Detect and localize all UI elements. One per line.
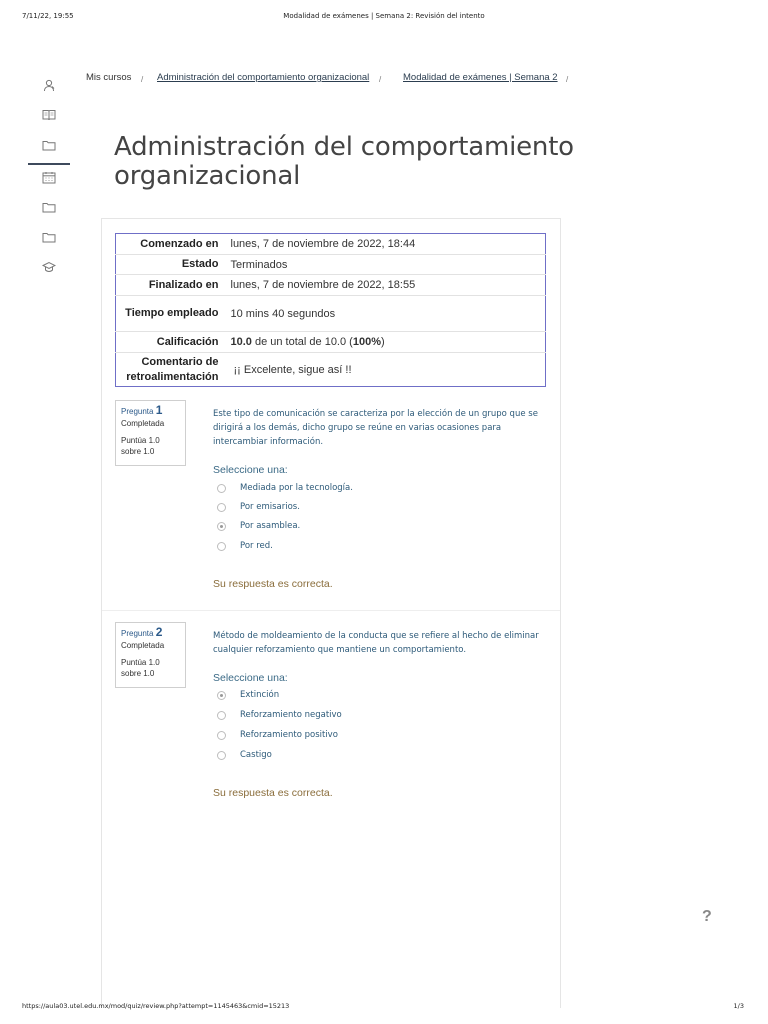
summary-row-grade <box>116 332 546 353</box>
question-number <box>121 625 163 639</box>
question-info-box <box>115 400 186 466</box>
answer-option[interactable] <box>217 728 338 742</box>
breadcrumb-separator: / <box>379 75 382 84</box>
answer-option-label: Por emisarios. <box>240 502 300 512</box>
summary-value: ¡¡ Excelente, sigue así !! <box>225 353 546 387</box>
answer-option-label: Reforzamiento positivo <box>240 730 338 740</box>
graduation-cap-icon[interactable] <box>42 260 56 274</box>
summary-value <box>225 332 546 353</box>
folder-icon[interactable] <box>42 230 56 244</box>
book-icon[interactable] <box>42 108 56 122</box>
select-one-prompt: Seleccione una: <box>213 464 288 476</box>
summary-label: Estado <box>116 255 225 275</box>
question-text: Este tipo de comunicación se caracteriza por la elección de un grupo que se dirigirá a los demás, dicho grupo se reúne en varias ocasiones para intercambiar información. <box>213 409 538 447</box>
answer-option[interactable] <box>217 519 300 533</box>
summary-row-started <box>116 234 546 255</box>
answer-radio[interactable] <box>217 731 226 740</box>
answer-radio[interactable] <box>217 711 226 720</box>
answer-option[interactable] <box>217 748 272 762</box>
question-state: Completada <box>121 641 165 650</box>
question-number-value: 2 <box>155 625 163 639</box>
summary-value: 10 mins 40 segundos <box>225 296 546 332</box>
question-text: Método de moldeamiento de la conducta que se refiere al hecho de eliminar cualquier reforzamiento que mantiene un comportamiento. <box>213 631 539 655</box>
grade-percent: 100% <box>352 336 381 348</box>
answer-radio[interactable] <box>217 484 226 493</box>
help-icon[interactable]: ? <box>702 908 712 925</box>
answer-option-label: Castigo <box>240 750 272 760</box>
breadcrumb-separator: / <box>566 75 569 84</box>
summary-label: Tiempo empleado <box>116 296 225 332</box>
question-info-box <box>115 622 186 688</box>
question-mark: Puntúa 1.0 sobre 1.0 <box>121 436 160 456</box>
question-number <box>121 403 163 417</box>
summary-value: lunes, 7 de noviembre de 2022, 18:55 <box>225 275 546 296</box>
page-title: Administración del comportamiento organizacional <box>114 132 574 191</box>
summary-label: Calificación <box>116 332 225 353</box>
folder-icon[interactable] <box>42 138 56 152</box>
summary-value: lunes, 7 de noviembre de 2022, 18:44 <box>230 238 416 250</box>
answer-option-label: Por red. <box>240 541 273 551</box>
summary-value: Terminados <box>225 255 546 275</box>
question-number-label: Pregunta <box>121 407 154 416</box>
answer-option[interactable] <box>217 688 279 702</box>
question-mark: Puntúa 1.0 sobre 1.0 <box>121 658 160 678</box>
breadcrumb-course-link[interactable]: Administración del comportamiento organizacional <box>157 72 370 83</box>
answer-option-label: Extinción <box>240 690 280 700</box>
question-state: Completada <box>121 419 165 428</box>
answer-option[interactable] <box>217 539 273 553</box>
answer-radio[interactable] <box>217 751 226 760</box>
answer-option[interactable] <box>217 481 353 495</box>
summary-label: Finalizado en <box>116 275 225 296</box>
answer-option-label: Reforzamiento negativo <box>240 710 342 720</box>
user-profile-icon[interactable] <box>42 78 56 92</box>
answer-feedback: Su respuesta es correcta. <box>213 787 333 799</box>
print-title: Modalidad de exámenes | Semana 2: Revisión del intento <box>283 12 485 20</box>
answer-option-label: Por asamblea. <box>240 521 301 531</box>
grade-close: ) <box>380 336 385 348</box>
breadcrumb-quiz-link[interactable]: Modalidad de exámenes | Semana 2 <box>403 72 558 83</box>
answer-option[interactable] <box>217 500 300 514</box>
answer-option[interactable] <box>217 708 342 722</box>
calendar-icon[interactable] <box>42 170 56 184</box>
summary-row-feedback <box>116 353 546 387</box>
print-date: 7/11/22, 19:55 <box>22 12 74 20</box>
grade-total: de un total de 10.0 ( <box>251 336 353 348</box>
summary-label: Comentario de retroalimentación <box>116 353 225 387</box>
folder-icon[interactable] <box>42 200 56 214</box>
question-number-label: Pregunta <box>121 629 154 638</box>
question-number-value: 1 <box>155 403 163 417</box>
answer-radio[interactable] <box>217 503 226 512</box>
summary-row-finished <box>116 275 546 296</box>
attempt-summary-table <box>115 233 546 387</box>
select-one-prompt: Seleccione una: <box>213 672 288 684</box>
summary-label: Comenzado en <box>140 237 219 250</box>
answer-radio[interactable] <box>217 522 226 531</box>
question-separator <box>102 610 560 611</box>
answer-radio[interactable] <box>217 542 226 551</box>
print-page-number: 1/3 <box>733 1002 744 1010</box>
answer-option-label: Mediada por la tecnología. <box>240 483 353 493</box>
summary-row-time <box>116 296 546 332</box>
print-url: https://aula03.utel.edu.mx/mod/quiz/review.php?attempt=1145463&cmid=15213 <box>22 1002 290 1010</box>
summary-row-state <box>116 255 546 275</box>
active-nav-indicator <box>28 163 70 165</box>
breadcrumb-separator: / <box>141 75 144 84</box>
breadcrumb-home[interactable]: Mis cursos <box>86 72 132 83</box>
answer-feedback: Su respuesta es correcta. <box>213 578 333 590</box>
answer-radio[interactable] <box>217 691 226 700</box>
grade-score: 10.0 <box>230 336 252 348</box>
